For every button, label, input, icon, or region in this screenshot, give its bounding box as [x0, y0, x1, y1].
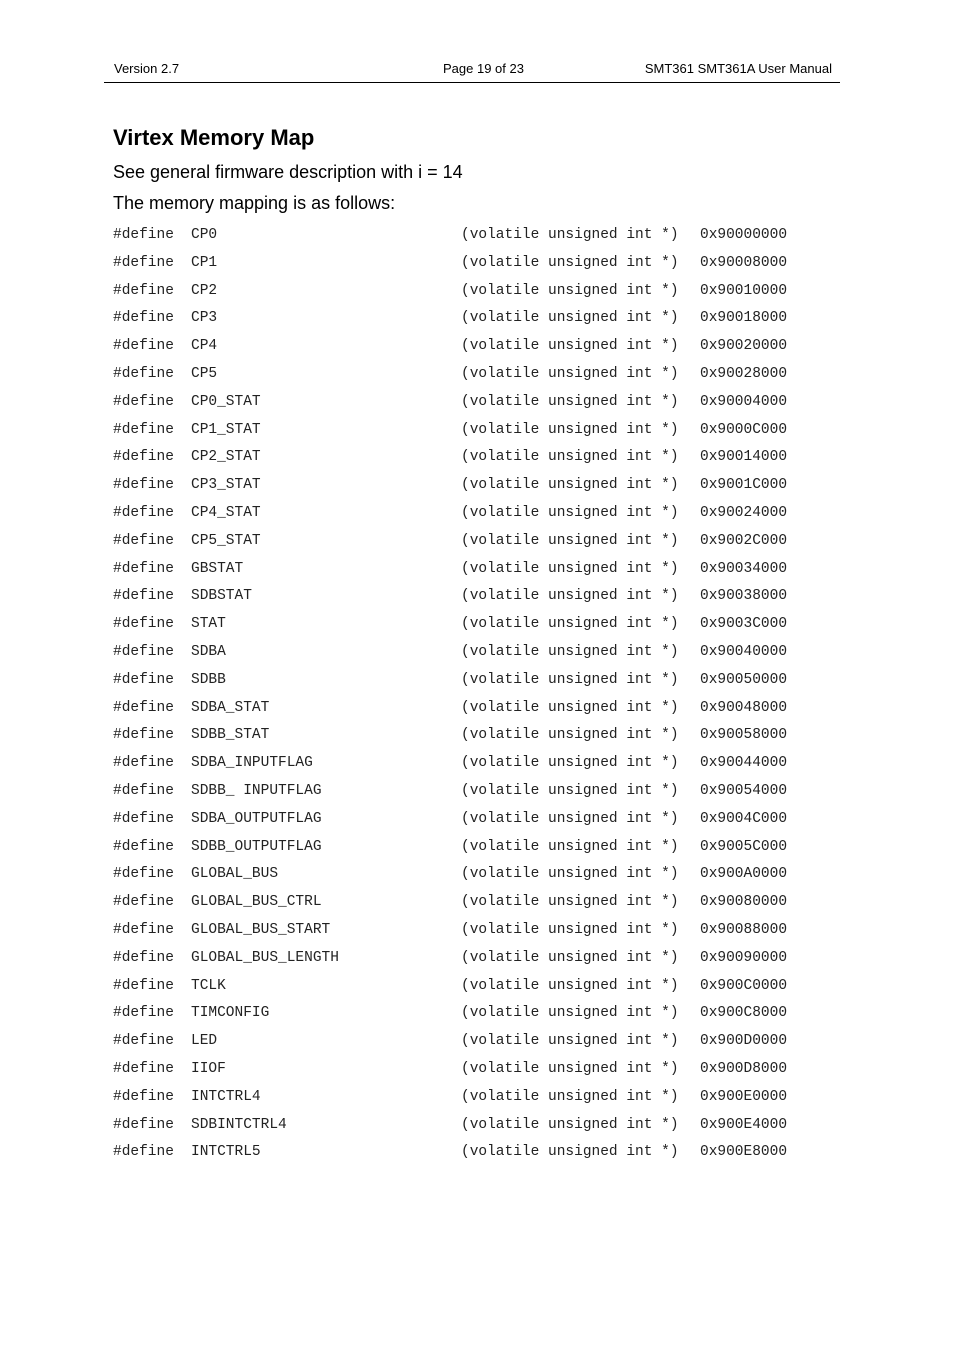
define-row [113, 613, 813, 641]
pointer-cast: (volatile unsigned int *) [461, 894, 679, 911]
define-row [113, 780, 813, 808]
pointer-cast: (volatile unsigned int *) [461, 1005, 679, 1022]
document-version: Version 2.7 [114, 61, 180, 76]
define-address: 0x900E0000 [700, 1088, 788, 1105]
pointer-cast: (volatile unsigned int *) [461, 671, 679, 688]
define-keyword: #define [113, 949, 174, 966]
define-keyword: #define [113, 1088, 174, 1105]
define-address: 0x90088000 [700, 921, 788, 938]
define-row [113, 641, 813, 669]
define-name: SDBINTCTRL4 [191, 1116, 287, 1133]
define-address: 0x90040000 [700, 643, 788, 660]
pointer-cast: (volatile unsigned int *) [461, 254, 679, 271]
pointer-cast: (volatile unsigned int *) [461, 560, 679, 577]
define-row [113, 307, 813, 335]
pointer-cast: (volatile unsigned int *) [461, 616, 679, 633]
define-address: 0x90058000 [700, 727, 788, 744]
define-keyword: #define [113, 782, 174, 799]
define-address: 0x900E4000 [700, 1116, 788, 1133]
define-address: 0x900D0000 [700, 1033, 788, 1050]
define-row [113, 363, 813, 391]
define-address: 0x900C0000 [700, 977, 788, 994]
define-name: GLOBAL_BUS [191, 866, 279, 883]
pointer-cast: (volatile unsigned int *) [461, 421, 679, 438]
define-name: CP4 [191, 338, 218, 355]
define-name: IIOF [191, 1060, 226, 1077]
pointer-cast: (volatile unsigned int *) [461, 449, 679, 466]
pointer-cast: (volatile unsigned int *) [461, 1060, 679, 1077]
define-address: 0x90044000 [700, 755, 788, 772]
define-address: 0x90038000 [700, 588, 788, 605]
define-name: SDBB_OUTPUTFLAG [191, 838, 322, 855]
define-keyword: #define [113, 477, 174, 494]
define-row [113, 280, 813, 308]
define-address: 0x9000C000 [700, 421, 788, 438]
define-list [113, 224, 813, 1169]
define-name: SDBB_ INPUTFLAG [191, 782, 322, 799]
pointer-cast: (volatile unsigned int *) [461, 477, 679, 494]
define-row [113, 1030, 813, 1058]
define-keyword: #define [113, 560, 174, 577]
define-keyword: #define [113, 894, 174, 911]
define-name: SDBA_OUTPUTFLAG [191, 810, 322, 827]
define-row [113, 808, 813, 836]
pointer-cast: (volatile unsigned int *) [461, 977, 679, 994]
define-row [113, 446, 813, 474]
define-address: 0x90014000 [700, 449, 788, 466]
pointer-cast: (volatile unsigned int *) [461, 365, 679, 382]
define-name: SDBSTAT [191, 588, 252, 605]
define-name: GBSTAT [191, 560, 244, 577]
define-keyword: #define [113, 393, 174, 410]
define-row [113, 391, 813, 419]
pointer-cast: (volatile unsigned int *) [461, 949, 679, 966]
define-name: CP2_STAT [191, 449, 261, 466]
define-name: SDBA_INPUTFLAG [191, 755, 313, 772]
define-keyword: #define [113, 671, 174, 688]
define-address: 0x9003C000 [700, 616, 788, 633]
lead-paragraph: The memory mapping is as follows: [113, 193, 396, 213]
define-address: 0x90018000 [700, 310, 788, 327]
define-name: GLOBAL_BUS_CTRL [191, 894, 322, 911]
define-name: CP0_STAT [191, 393, 261, 410]
define-name: CP3_STAT [191, 477, 261, 494]
pointer-cast: (volatile unsigned int *) [461, 1144, 679, 1161]
define-address: 0x90090000 [700, 949, 788, 966]
define-row [113, 669, 813, 697]
define-row [113, 697, 813, 725]
pointer-cast: (volatile unsigned int *) [461, 866, 679, 883]
pointer-cast: (volatile unsigned int *) [461, 282, 679, 299]
define-keyword: #define [113, 755, 174, 772]
define-keyword: #define [113, 532, 174, 549]
pointer-cast: (volatile unsigned int *) [461, 727, 679, 744]
pointer-cast: (volatile unsigned int *) [461, 393, 679, 410]
define-address: 0x90034000 [700, 560, 788, 577]
define-row [113, 224, 813, 252]
define-address: 0x900E8000 [700, 1144, 788, 1161]
define-row [113, 752, 813, 780]
define-row [113, 502, 813, 530]
define-keyword: #define [113, 921, 174, 938]
pointer-cast: (volatile unsigned int *) [461, 810, 679, 827]
define-keyword: #define [113, 727, 174, 744]
pointer-cast: (volatile unsigned int *) [461, 1116, 679, 1133]
define-keyword: #define [113, 449, 174, 466]
pointer-cast: (volatile unsigned int *) [461, 588, 679, 605]
define-address: 0x9001C000 [700, 477, 788, 494]
define-row [113, 836, 813, 864]
define-name: CP5 [191, 365, 218, 382]
define-row [113, 724, 813, 752]
define-row [113, 947, 813, 975]
define-address: 0x90048000 [700, 699, 788, 716]
define-keyword: #define [113, 421, 174, 438]
define-name: INTCTRL5 [191, 1144, 261, 1161]
define-name: TIMCONFIG [191, 1005, 270, 1022]
pointer-cast: (volatile unsigned int *) [461, 782, 679, 799]
define-keyword: #define [113, 504, 174, 521]
define-row [113, 474, 813, 502]
define-keyword: #define [113, 977, 174, 994]
pointer-cast: (volatile unsigned int *) [461, 227, 679, 243]
pointer-cast: (volatile unsigned int *) [461, 643, 679, 660]
define-name: LED [191, 1033, 218, 1050]
define-row [113, 975, 813, 1003]
define-keyword: #define [113, 1060, 174, 1077]
page-header [104, 0, 840, 83]
define-address: 0x9004C000 [700, 810, 788, 827]
define-keyword: #define [113, 699, 174, 716]
document-title: SMT361 SMT361A User Manual [644, 61, 832, 76]
define-keyword: #define [113, 1033, 174, 1050]
pointer-cast: (volatile unsigned int *) [461, 699, 679, 716]
define-keyword: #define [113, 1116, 174, 1133]
define-name: SDBB [191, 671, 226, 688]
define-address: 0x9005C000 [700, 838, 788, 855]
define-keyword: #define [113, 810, 174, 827]
define-address: 0x90004000 [700, 393, 788, 410]
define-row [113, 585, 813, 613]
define-keyword: #define [113, 1005, 174, 1022]
define-address: 0x90000000 [700, 227, 788, 243]
define-keyword: #define [113, 588, 174, 605]
define-address: 0x9002C000 [700, 532, 788, 549]
define-row [113, 891, 813, 919]
pointer-cast: (volatile unsigned int *) [461, 1033, 679, 1050]
define-keyword: #define [113, 643, 174, 660]
define-name: STAT [191, 616, 226, 633]
define-keyword: #define [113, 1144, 174, 1161]
pointer-cast: (volatile unsigned int *) [461, 1088, 679, 1105]
define-name: CP1 [191, 254, 218, 271]
define-name: CP4_STAT [191, 504, 261, 521]
pointer-cast: (volatile unsigned int *) [461, 504, 679, 521]
define-keyword: #define [113, 838, 174, 855]
define-address: 0x900D8000 [700, 1060, 788, 1077]
define-name: CP3 [191, 310, 218, 327]
define-address: 0x90010000 [700, 282, 788, 299]
define-keyword: #define [113, 616, 174, 633]
pointer-cast: (volatile unsigned int *) [461, 755, 679, 772]
define-address: 0x90054000 [700, 782, 788, 799]
define-row [113, 1141, 813, 1169]
define-name: CP2 [191, 282, 218, 299]
define-row [113, 863, 813, 891]
define-row [113, 335, 813, 363]
define-name: TCLK [191, 977, 226, 994]
pointer-cast: (volatile unsigned int *) [461, 338, 679, 355]
define-address: 0x90028000 [700, 365, 788, 382]
define-name: GLOBAL_BUS_START [191, 921, 331, 938]
pointer-cast: (volatile unsigned int *) [461, 532, 679, 549]
define-name: SDBB_STAT [191, 727, 270, 744]
define-address: 0x90008000 [700, 254, 788, 271]
define-name: SDBA [191, 643, 226, 660]
define-address: 0x900C8000 [700, 1005, 788, 1022]
define-name: CP5_STAT [191, 532, 261, 549]
define-row [113, 252, 813, 280]
pointer-cast: (volatile unsigned int *) [461, 838, 679, 855]
define-row [113, 919, 813, 947]
define-address: 0x900A0000 [700, 866, 788, 883]
define-name: GLOBAL_BUS_LENGTH [191, 949, 339, 966]
define-row [113, 1058, 813, 1086]
define-address: 0x90050000 [700, 671, 788, 688]
define-row [113, 1086, 813, 1114]
define-row [113, 558, 813, 586]
define-keyword: #define [113, 254, 174, 271]
pointer-cast: (volatile unsigned int *) [461, 921, 679, 938]
define-name: INTCTRL4 [191, 1088, 261, 1105]
define-row [113, 530, 813, 558]
page-number: Page 19 of 23 [443, 61, 524, 76]
define-name: SDBA_STAT [191, 699, 270, 716]
define-keyword: #define [113, 227, 174, 243]
define-row [113, 1114, 813, 1142]
define-keyword: #define [113, 282, 174, 299]
pointer-cast: (volatile unsigned int *) [461, 310, 679, 327]
intro-paragraph: See general firmware description with i = 14 [113, 162, 463, 182]
define-name: CP0 [191, 227, 218, 243]
define-row [113, 419, 813, 447]
define-keyword: #define [113, 866, 174, 883]
define-address: 0x90020000 [700, 338, 788, 355]
define-row [113, 1002, 813, 1030]
section-heading: Virtex Memory Map [113, 125, 315, 150]
define-address: 0x90024000 [700, 504, 788, 521]
define-address: 0x90080000 [700, 894, 788, 911]
define-keyword: #define [113, 365, 174, 382]
define-name: CP1_STAT [191, 421, 261, 438]
define-keyword: #define [113, 338, 174, 355]
define-keyword: #define [113, 310, 174, 327]
